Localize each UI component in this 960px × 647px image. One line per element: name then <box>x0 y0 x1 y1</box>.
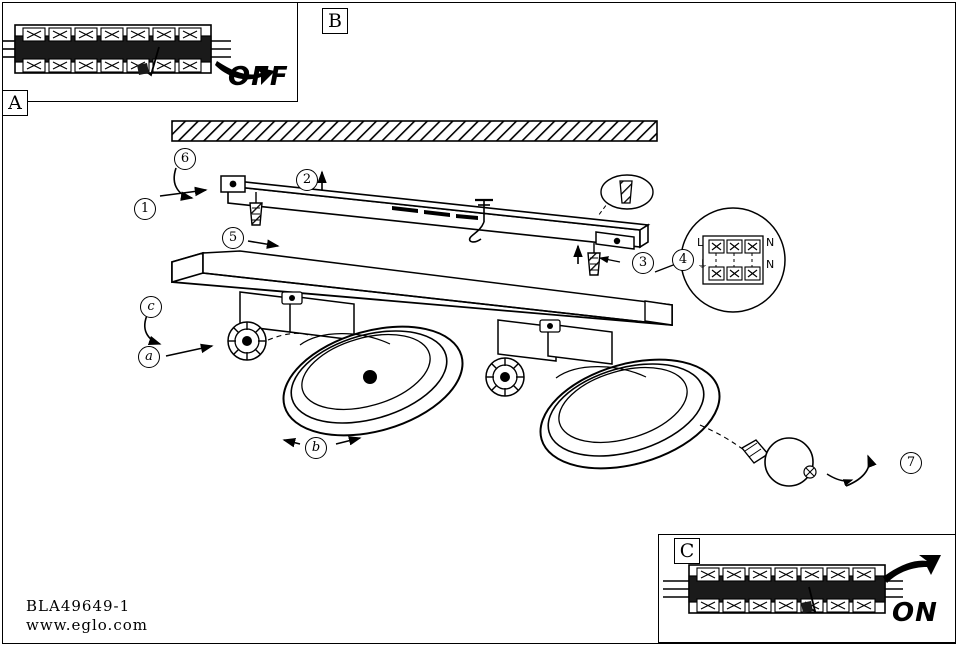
callout-b: b <box>305 437 327 459</box>
callout-7: 7 <box>900 452 922 474</box>
callout-5: 5 <box>222 227 244 249</box>
dowel-detail <box>601 175 653 209</box>
svg-text:⏚: ⏚ <box>697 258 708 271</box>
callout-c: c <box>140 296 162 318</box>
panel-c-label: C <box>674 538 700 564</box>
svg-text:L: L <box>697 236 704 249</box>
ceiling-hatch <box>172 121 657 141</box>
callout-a: a <box>138 346 160 368</box>
left-spot <box>228 292 475 454</box>
callout-6: 6 <box>174 148 196 170</box>
footer <box>26 597 148 635</box>
callout-3: 3 <box>632 252 654 274</box>
mounting-bar <box>221 176 648 249</box>
right-spot <box>486 320 732 487</box>
website-url: www.eglo.com <box>26 616 148 634</box>
callout-1: 1 <box>134 198 156 220</box>
callout-2: 2 <box>296 169 318 191</box>
panel-c-caption: ON <box>892 598 938 628</box>
bulb <box>700 425 816 486</box>
svg-text:N: N <box>766 258 775 271</box>
document-code: BLA49649-1 <box>26 597 131 615</box>
callout-4: 4 <box>672 249 694 271</box>
panel-b-label: B <box>322 8 348 34</box>
panel-a-label: A <box>2 90 28 116</box>
svg-text:N: N <box>766 236 775 249</box>
panel-a-caption: OFF <box>228 62 289 92</box>
